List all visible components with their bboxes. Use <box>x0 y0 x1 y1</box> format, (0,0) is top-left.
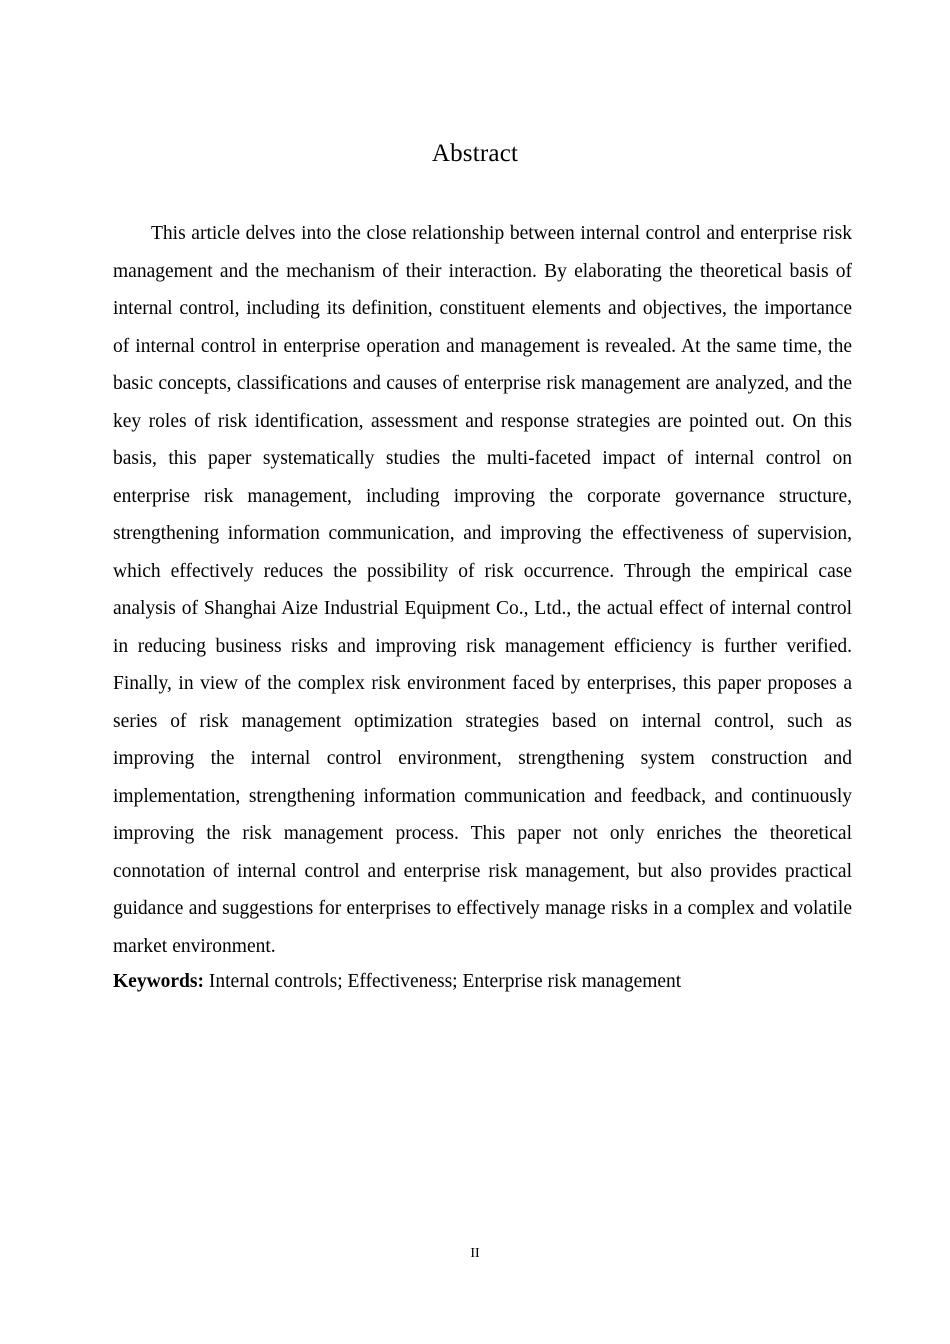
keywords-value: Internal controls; Effectiveness; Enterprise risk management <box>204 971 682 992</box>
page-title: Abstract <box>431 139 519 167</box>
keywords-line <box>113 963 852 1001</box>
page-number: II <box>470 1246 480 1261</box>
abstract-paragraph: This article delves into the close relationship between internal control and enterprise risk management and the mechanism of their interaction. By elaborating the theoretical basis of internal control, including its definition, constituent elements and objectives, the importance of internal control in enterprise operation and management is revealed. At the same time, the basic concepts, classifications and causes of enterprise risk management are analyzed, and the key roles of risk identification, assessment and response strategies are pointed out. On this basis, this paper systematically studies the multi-faceted impact of internal control on enterprise risk management, including improving the corporate governance structure, strengthening information communication, and improving the effectiveness of supervision, which effectively reduces the possibility of risk occurrence. Through the empirical case analysis of Shanghai Aize Industrial Equipment Co., Ltd., the actual effect of internal control in reducing business risks and improving risk management efficiency is further verified. Finally, in view of the complex risk environment faced by enterprises, this paper proposes a series of risk management optimization strategies based on internal control, such as improving the internal control environment, strengthening system construction and implementation, strengthening information communication and feedback, and continuously improving the risk management process. This paper not only enriches the theoretical connotation of internal control and enterprise risk management, but also provides practical guidance and suggestions for enterprises to effectively manage risks in a complex and volatile market environment. <box>113 223 852 957</box>
keywords-label: Keywords: <box>113 971 204 992</box>
abstract-body <box>113 215 852 965</box>
